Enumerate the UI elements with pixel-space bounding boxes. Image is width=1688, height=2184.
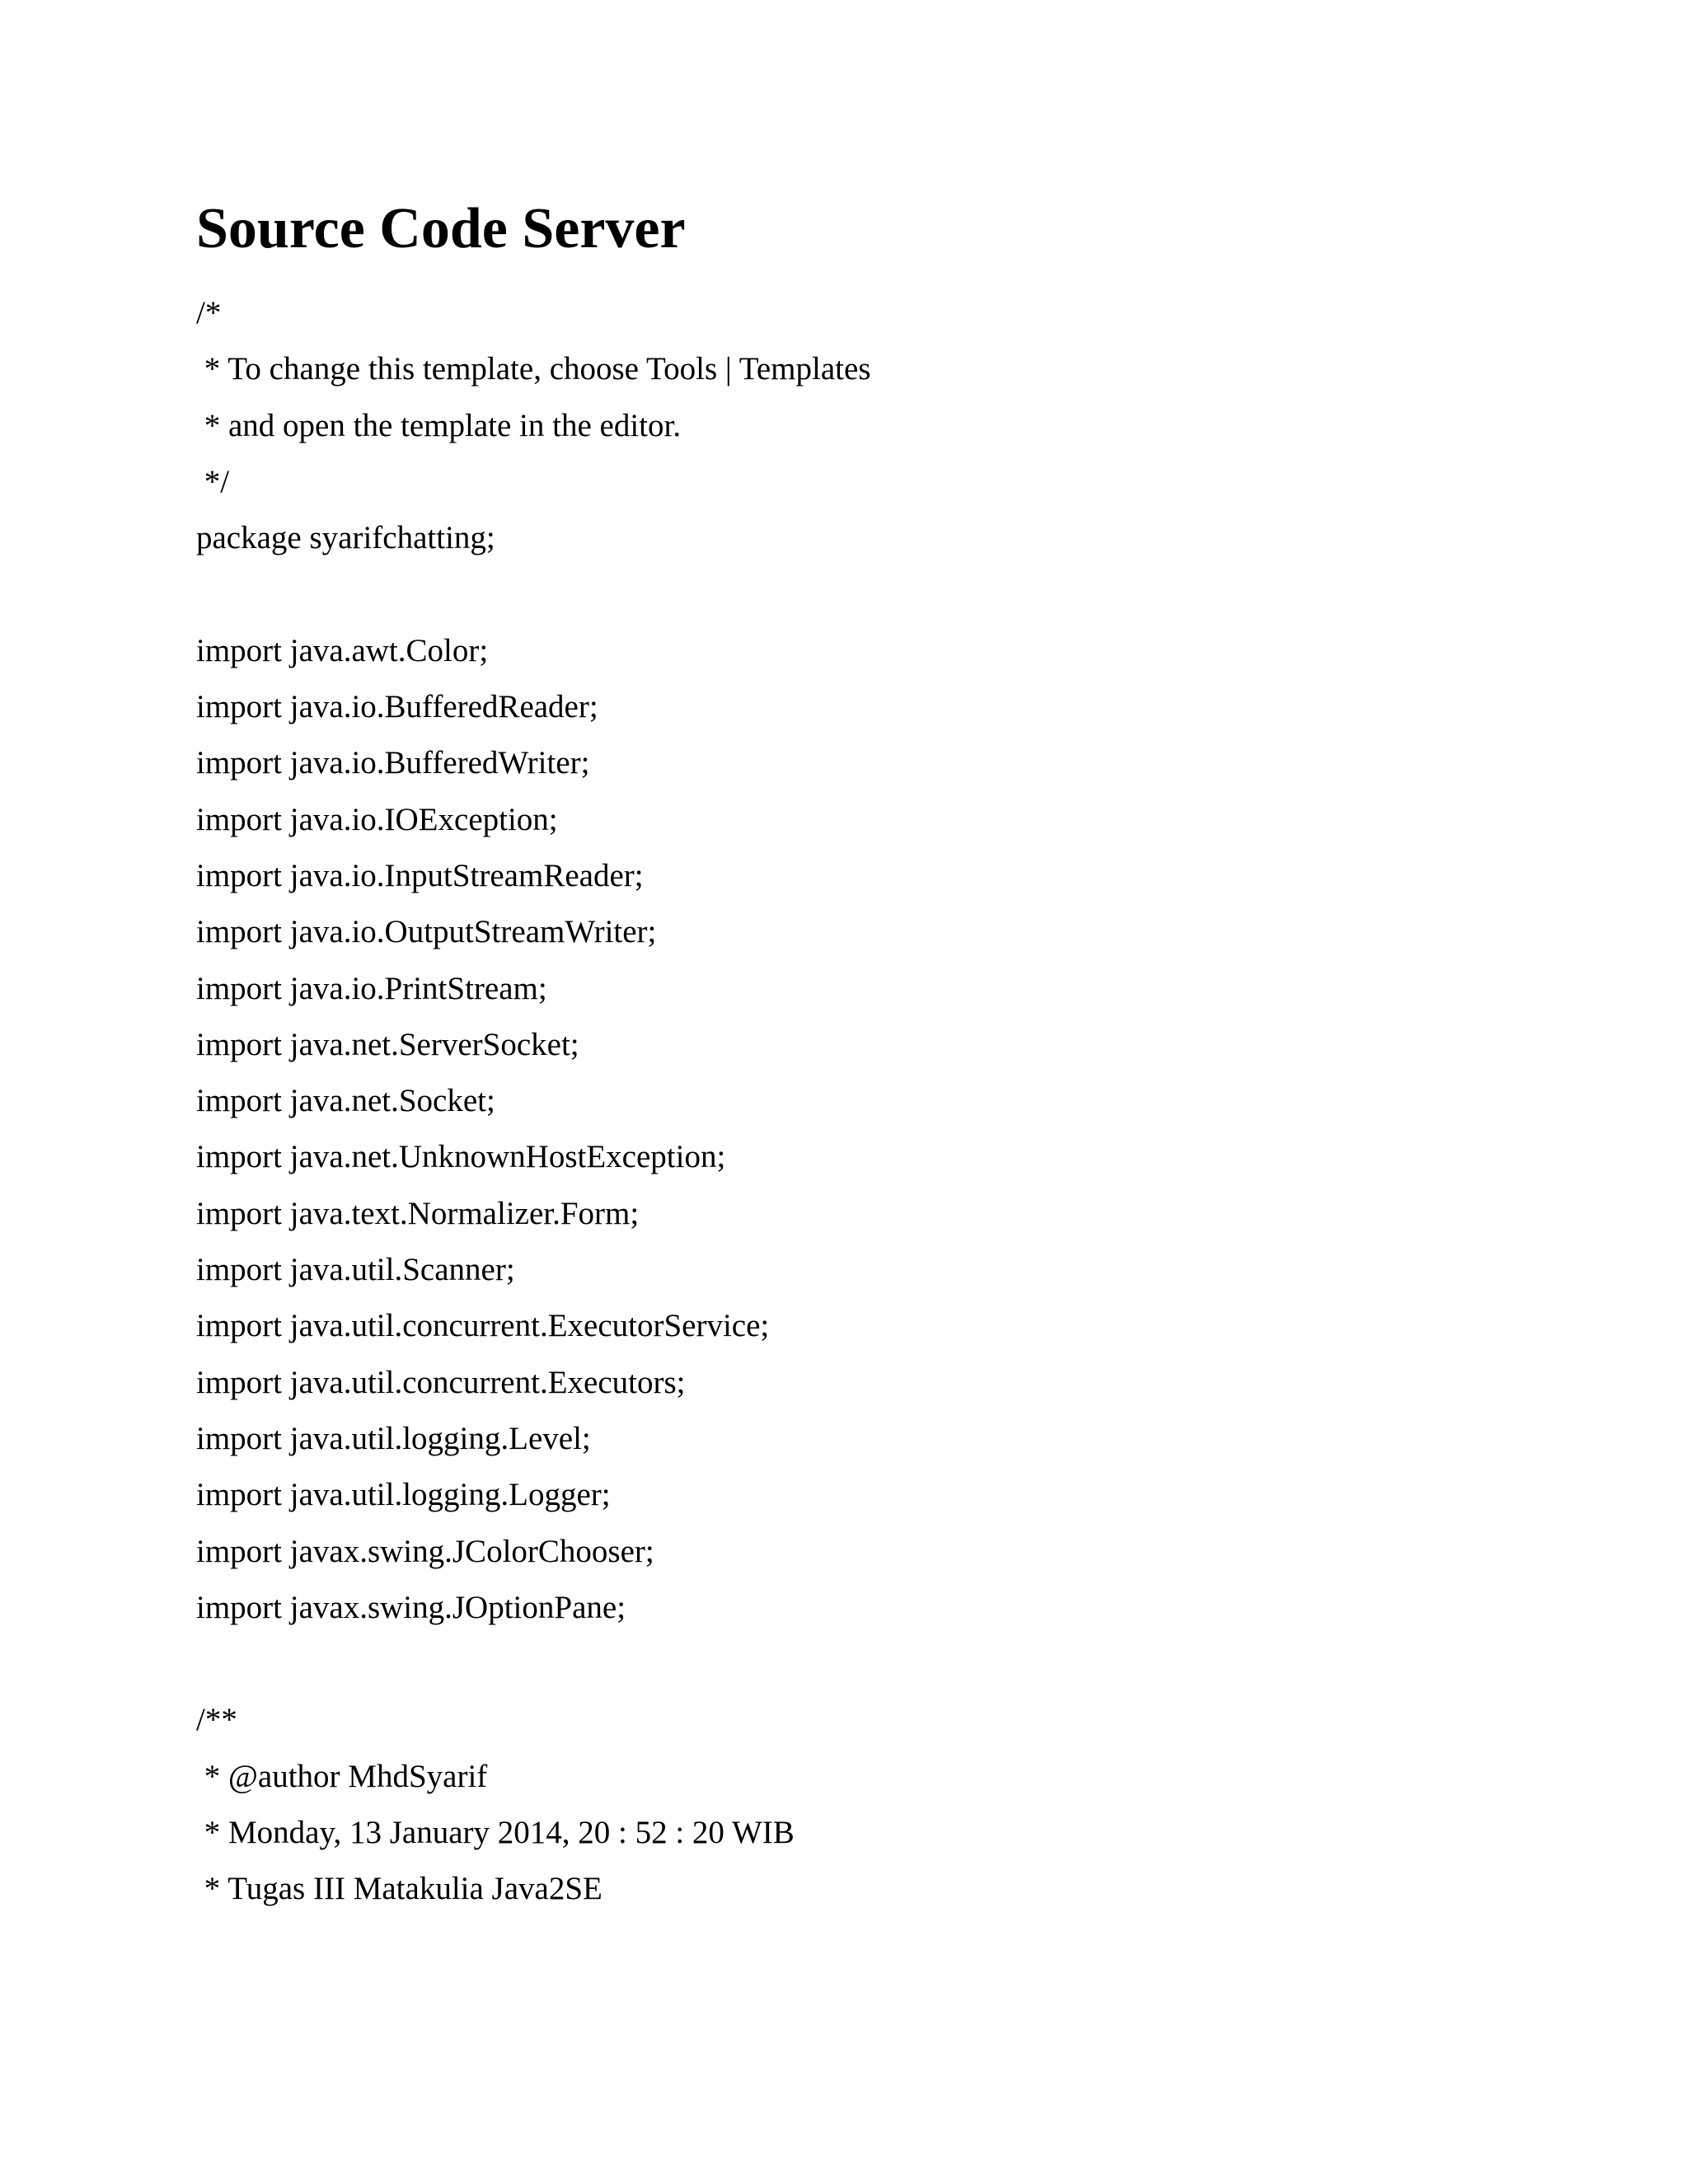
code-line: /* bbox=[196, 295, 222, 330]
page-title: Source Code Server bbox=[196, 197, 686, 260]
code-line: import java.net.UnknownHostException; bbox=[196, 1139, 726, 1175]
code-line: import java.io.InputStreamReader; bbox=[196, 857, 644, 893]
code-line: import java.io.OutputStreamWriter; bbox=[196, 914, 657, 950]
code-line: import java.util.Scanner; bbox=[196, 1252, 515, 1288]
code-line: * To change this template, choose Tools | Templates bbox=[196, 351, 871, 387]
code-line: import javax.swing.JColorChooser; bbox=[196, 1533, 654, 1569]
code-line: import java.io.IOException; bbox=[196, 801, 558, 837]
code-line: */ bbox=[196, 463, 230, 499]
code-line: import java.io.PrintStream; bbox=[196, 970, 547, 1006]
code-line: * and open the template in the editor. bbox=[196, 407, 682, 443]
code-line: /** bbox=[196, 1702, 237, 1738]
code-line: import java.util.logging.Logger; bbox=[196, 1477, 611, 1513]
source-code-block bbox=[196, 285, 870, 1918]
code-line: import javax.swing.JOptionPane; bbox=[196, 1589, 626, 1625]
code-line: import java.net.Socket; bbox=[196, 1083, 495, 1119]
code-line-blank bbox=[196, 566, 870, 622]
code-line: * Monday, 13 January 2014, 20 : 52 : 20 WIB bbox=[196, 1815, 795, 1851]
code-line: import java.util.logging.Level; bbox=[196, 1420, 591, 1456]
code-line: import java.awt.Color; bbox=[196, 632, 489, 668]
code-line: import java.text.Normalizer.Form; bbox=[196, 1195, 640, 1231]
code-line: * @author MhdSyarif bbox=[196, 1758, 488, 1794]
code-line: import java.util.concurrent.ExecutorService; bbox=[196, 1308, 770, 1344]
code-line: package syarifchatting; bbox=[196, 520, 495, 556]
code-line: import java.io.BufferedReader; bbox=[196, 689, 598, 725]
code-line: import java.util.concurrent.Executors; bbox=[196, 1364, 686, 1400]
code-line: import java.io.BufferedWriter; bbox=[196, 745, 590, 781]
code-line-blank bbox=[196, 1636, 870, 1692]
code-line: import java.net.ServerSocket; bbox=[196, 1026, 579, 1062]
code-line: * Tugas III Matakulia Java2SE bbox=[196, 1871, 603, 1907]
